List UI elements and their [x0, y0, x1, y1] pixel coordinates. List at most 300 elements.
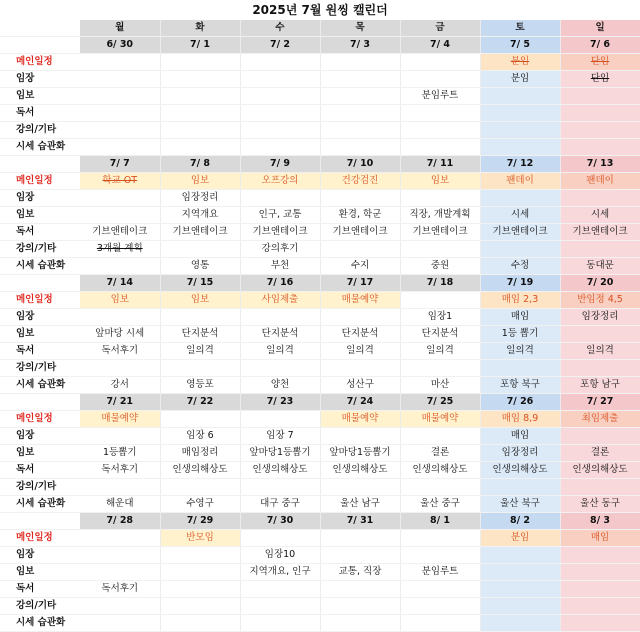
- schedule-cell[interactable]: 오프강의: [240, 173, 320, 190]
- row-label-lecture-etc: 강의/기타: [0, 479, 80, 496]
- date-cell[interactable]: 7/ 24: [320, 394, 400, 411]
- schedule-cell[interactable]: [320, 428, 400, 445]
- schedule-cell[interactable]: [160, 71, 240, 88]
- schedule-cell[interactable]: [480, 190, 560, 207]
- schedule-cell[interactable]: [240, 139, 320, 156]
- schedule-cell[interactable]: [240, 309, 320, 326]
- schedule-cell[interactable]: [400, 241, 480, 258]
- schedule-cell[interactable]: 교통, 직장: [320, 564, 400, 581]
- schedule-cell[interactable]: [560, 105, 640, 122]
- schedule-cell[interactable]: [400, 360, 480, 377]
- schedule-cell[interactable]: 울산 중구: [400, 496, 480, 513]
- schedule-cell[interactable]: [560, 479, 640, 496]
- schedule-cell[interactable]: 반모임: [160, 530, 240, 547]
- schedule-cell[interactable]: [560, 428, 640, 445]
- schedule-cell[interactable]: 인구, 교통: [240, 207, 320, 224]
- schedule-cell[interactable]: 임장10: [240, 547, 320, 564]
- schedule-cell[interactable]: [560, 241, 640, 258]
- schedule-cell[interactable]: 독서후기: [80, 462, 160, 479]
- schedule-cell[interactable]: [240, 360, 320, 377]
- schedule-cell[interactable]: [400, 547, 480, 564]
- schedule-cell[interactable]: 일의격: [400, 343, 480, 360]
- schedule-cell[interactable]: 직장, 개발계획: [400, 207, 480, 224]
- schedule-cell[interactable]: [240, 530, 320, 547]
- row-label-main-schedule: 메인일정: [0, 173, 80, 190]
- schedule-cell[interactable]: [400, 598, 480, 615]
- row-label-imjang: 임장: [0, 190, 80, 207]
- schedule-cell[interactable]: 영통: [160, 258, 240, 275]
- schedule-cell[interactable]: 단임: [560, 71, 640, 88]
- schedule-cell[interactable]: 포항 남구: [560, 377, 640, 394]
- schedule-cell[interactable]: [160, 309, 240, 326]
- category-row-main-schedule: [0, 173, 640, 190]
- schedule-cell[interactable]: [240, 598, 320, 615]
- schedule-cell[interactable]: 건강검진: [320, 173, 400, 190]
- schedule-cell[interactable]: [80, 122, 160, 139]
- schedule-cell[interactable]: [560, 564, 640, 581]
- schedule-cell[interactable]: 단지분석: [400, 326, 480, 343]
- category-row-imjang: [0, 547, 640, 564]
- calendar-title: 2025년 7월 원씽 캘린더: [252, 3, 388, 17]
- row-label-reading: 독서: [0, 224, 80, 241]
- schedule-cell[interactable]: 기브앤테이크: [80, 224, 160, 241]
- schedule-cell[interactable]: 포항 북구: [480, 377, 560, 394]
- date-row: [0, 275, 640, 292]
- schedule-cell[interactable]: 기브앤테이크: [480, 224, 560, 241]
- schedule-cell[interactable]: [320, 122, 400, 139]
- schedule-cell[interactable]: 독서후기: [80, 581, 160, 598]
- schedule-cell[interactable]: [80, 139, 160, 156]
- schedule-cell[interactable]: 매임 2,3: [480, 292, 560, 309]
- category-row-price-habit: [0, 139, 640, 156]
- schedule-cell[interactable]: [400, 292, 480, 309]
- schedule-cell[interactable]: [320, 54, 400, 71]
- schedule-cell[interactable]: [160, 564, 240, 581]
- schedule-cell[interactable]: 매물예약: [400, 411, 480, 428]
- schedule-cell[interactable]: 매임: [560, 530, 640, 547]
- category-row-price-habit: [0, 615, 640, 632]
- schedule-cell[interactable]: [80, 360, 160, 377]
- schedule-cell[interactable]: 단지분석: [240, 326, 320, 343]
- schedule-cell[interactable]: 마산: [400, 377, 480, 394]
- schedule-cell[interactable]: [400, 71, 480, 88]
- row-label-lecture-etc: 강의/기타: [0, 241, 80, 258]
- schedule-cell[interactable]: [240, 71, 320, 88]
- schedule-cell[interactable]: 울산 동구: [560, 496, 640, 513]
- schedule-cell[interactable]: [400, 530, 480, 547]
- schedule-cell[interactable]: 기브앤테이크: [560, 224, 640, 241]
- schedule-cell[interactable]: [160, 547, 240, 564]
- schedule-cell[interactable]: 임장정리: [480, 445, 560, 462]
- date-cell[interactable]: 8/ 3: [560, 513, 640, 530]
- row-label-lecture-etc: 강의/기타: [0, 360, 80, 377]
- schedule-cell[interactable]: [80, 88, 160, 105]
- schedule-cell[interactable]: 분임: [480, 54, 560, 71]
- category-row-main-schedule: [0, 292, 640, 309]
- category-row-lecture-etc: [0, 479, 640, 496]
- row-label-imbo: 임보: [0, 207, 80, 224]
- schedule-cell[interactable]: 팬데이: [480, 173, 560, 190]
- schedule-cell[interactable]: [80, 615, 160, 632]
- weekday-thu: 목: [320, 20, 400, 37]
- row-label-imjang: 임장: [0, 71, 80, 88]
- row-label-price-habit: 시세 습관화: [0, 377, 80, 394]
- date-cell[interactable]: 7/ 3: [320, 37, 400, 54]
- date-cell[interactable]: 7/ 23: [240, 394, 320, 411]
- schedule-cell[interactable]: 1등뽑기: [80, 445, 160, 462]
- schedule-cell[interactable]: [80, 105, 160, 122]
- schedule-cell[interactable]: [160, 479, 240, 496]
- schedule-cell[interactable]: [480, 88, 560, 105]
- schedule-cell[interactable]: [240, 479, 320, 496]
- schedule-cell[interactable]: [240, 581, 320, 598]
- schedule-cell[interactable]: [560, 122, 640, 139]
- category-row-price-habit: [0, 258, 640, 275]
- schedule-cell[interactable]: [480, 105, 560, 122]
- schedule-cell[interactable]: [80, 564, 160, 581]
- row-label-imbo: 임보: [0, 88, 80, 105]
- schedule-cell[interactable]: 인생의해상도: [560, 462, 640, 479]
- schedule-cell[interactable]: 지역개요, 인구: [240, 564, 320, 581]
- category-row-imbo: [0, 207, 640, 224]
- schedule-cell[interactable]: [480, 564, 560, 581]
- schedule-cell[interactable]: 분임: [480, 71, 560, 88]
- category-row-main-schedule: [0, 54, 640, 71]
- date-cell[interactable]: 7/ 15: [160, 275, 240, 292]
- schedule-cell[interactable]: [320, 241, 400, 258]
- schedule-cell[interactable]: 매임: [480, 309, 560, 326]
- date-cell[interactable]: 7/ 22: [160, 394, 240, 411]
- schedule-cell[interactable]: 울산 남구: [320, 496, 400, 513]
- schedule-cell[interactable]: [400, 105, 480, 122]
- date-cell[interactable]: 7/ 26: [480, 394, 560, 411]
- schedule-cell[interactable]: [320, 581, 400, 598]
- schedule-cell[interactable]: 앞마당 시세: [80, 326, 160, 343]
- schedule-cell[interactable]: [80, 207, 160, 224]
- schedule-cell[interactable]: 앞마당1등뽑기: [240, 445, 320, 462]
- schedule-cell[interactable]: [560, 88, 640, 105]
- schedule-cell[interactable]: 앞마당1등뽑기: [320, 445, 400, 462]
- row-label-lecture-etc: 강의/기타: [0, 598, 80, 615]
- schedule-cell[interactable]: [320, 309, 400, 326]
- category-row-lecture-etc: [0, 122, 640, 139]
- category-row-reading: [0, 343, 640, 360]
- schedule-cell[interactable]: 기브앤테이크: [240, 224, 320, 241]
- weekday-wed: 수: [240, 20, 320, 37]
- schedule-cell[interactable]: [400, 190, 480, 207]
- schedule-cell[interactable]: 인생의해상도: [160, 462, 240, 479]
- schedule-cell[interactable]: 매임정리: [160, 445, 240, 462]
- schedule-cell[interactable]: 매임 8,9: [480, 411, 560, 428]
- date-cell[interactable]: 7/ 31: [320, 513, 400, 530]
- date-cell[interactable]: 6/ 30: [80, 37, 160, 54]
- schedule-cell[interactable]: 최임제출: [560, 411, 640, 428]
- schedule-cell[interactable]: [80, 309, 160, 326]
- category-row-main-schedule: [0, 411, 640, 428]
- schedule-cell[interactable]: [320, 615, 400, 632]
- schedule-cell[interactable]: [320, 547, 400, 564]
- schedule-cell[interactable]: [560, 360, 640, 377]
- schedule-cell[interactable]: [480, 360, 560, 377]
- row-label-main-schedule: 메인일정: [0, 530, 80, 547]
- date-cell[interactable]: 7/ 19: [480, 275, 560, 292]
- schedule-cell[interactable]: 양천: [240, 377, 320, 394]
- schedule-cell[interactable]: [560, 139, 640, 156]
- schedule-cell[interactable]: [480, 615, 560, 632]
- category-row-imbo: [0, 88, 640, 105]
- schedule-cell[interactable]: [480, 139, 560, 156]
- date-cell[interactable]: 7/ 4: [400, 37, 480, 54]
- schedule-cell[interactable]: 인생의해상도: [240, 462, 320, 479]
- schedule-cell[interactable]: 해운대: [80, 496, 160, 513]
- date-row-label: [0, 37, 80, 54]
- schedule-cell[interactable]: 결론: [400, 445, 480, 462]
- category-row-price-habit: [0, 496, 640, 513]
- schedule-cell[interactable]: 지역개요: [160, 207, 240, 224]
- schedule-cell[interactable]: [480, 581, 560, 598]
- schedule-cell[interactable]: [320, 360, 400, 377]
- schedule-cell[interactable]: [320, 105, 400, 122]
- schedule-cell[interactable]: 일의격: [320, 343, 400, 360]
- date-row-label: [0, 156, 80, 173]
- schedule-cell[interactable]: [480, 241, 560, 258]
- schedule-cell[interactable]: 분임: [480, 530, 560, 547]
- schedule-cell[interactable]: 1등 뽑기: [480, 326, 560, 343]
- schedule-cell[interactable]: 기브앤테이크: [160, 224, 240, 241]
- weekday-sat: 토: [480, 20, 560, 37]
- date-cell[interactable]: 7/ 10: [320, 156, 400, 173]
- schedule-cell[interactable]: 분임루트: [400, 88, 480, 105]
- category-row-imjang: [0, 71, 640, 88]
- schedule-cell[interactable]: [480, 122, 560, 139]
- date-cell[interactable]: 7/ 6: [560, 37, 640, 54]
- row-label-reading: 독서: [0, 581, 80, 598]
- schedule-cell[interactable]: [240, 411, 320, 428]
- schedule-cell[interactable]: [80, 258, 160, 275]
- schedule-cell[interactable]: [320, 88, 400, 105]
- schedule-cell[interactable]: [560, 547, 640, 564]
- schedule-cell[interactable]: [480, 479, 560, 496]
- schedule-cell[interactable]: [160, 105, 240, 122]
- row-label-imjang: 임장: [0, 428, 80, 445]
- schedule-cell[interactable]: [80, 598, 160, 615]
- date-cell[interactable]: 7/ 30: [240, 513, 320, 530]
- schedule-cell[interactable]: 환경, 학군: [320, 207, 400, 224]
- schedule-cell[interactable]: [320, 598, 400, 615]
- row-label-reading: 독서: [0, 343, 80, 360]
- schedule-cell[interactable]: 3개월 계획: [80, 241, 160, 258]
- schedule-cell[interactable]: [160, 54, 240, 71]
- row-label-price-habit: 시세 습관화: [0, 496, 80, 513]
- schedule-cell[interactable]: 인생의해상도: [400, 462, 480, 479]
- category-row-reading: [0, 224, 640, 241]
- schedule-cell[interactable]: [80, 54, 160, 71]
- schedule-cell[interactable]: 반임정 4,5: [560, 292, 640, 309]
- schedule-cell[interactable]: 팬데이: [560, 173, 640, 190]
- schedule-cell[interactable]: 일의격: [480, 343, 560, 360]
- schedule-cell[interactable]: 일의격: [240, 343, 320, 360]
- schedule-cell[interactable]: [160, 598, 240, 615]
- schedule-cell[interactable]: 임장 6: [160, 428, 240, 445]
- category-row-reading: [0, 462, 640, 479]
- schedule-cell[interactable]: 결론: [560, 445, 640, 462]
- schedule-cell[interactable]: 매물예약: [320, 292, 400, 309]
- date-cell[interactable]: 7/ 8: [160, 156, 240, 173]
- schedule-cell[interactable]: 인생의해상도: [480, 462, 560, 479]
- schedule-cell[interactable]: 수정: [480, 258, 560, 275]
- schedule-cell[interactable]: [400, 581, 480, 598]
- date-cell[interactable]: 7/ 29: [160, 513, 240, 530]
- schedule-cell[interactable]: 중원: [400, 258, 480, 275]
- date-cell[interactable]: 8/ 2: [480, 513, 560, 530]
- schedule-cell[interactable]: [160, 581, 240, 598]
- category-row-lecture-etc: [0, 360, 640, 377]
- schedule-cell[interactable]: [320, 71, 400, 88]
- date-cell[interactable]: 7/ 17: [320, 275, 400, 292]
- date-cell[interactable]: 7/ 12: [480, 156, 560, 173]
- schedule-cell[interactable]: 시세: [480, 207, 560, 224]
- schedule-cell[interactable]: [80, 479, 160, 496]
- schedule-cell[interactable]: [80, 428, 160, 445]
- schedule-cell[interactable]: 매물예약: [80, 411, 160, 428]
- schedule-cell[interactable]: 성산구: [320, 377, 400, 394]
- date-cell[interactable]: 8/ 1: [400, 513, 480, 530]
- schedule-cell[interactable]: 울산 북구: [480, 496, 560, 513]
- schedule-cell[interactable]: [240, 105, 320, 122]
- date-cell[interactable]: 7/ 25: [400, 394, 480, 411]
- date-cell[interactable]: 7/ 28: [80, 513, 160, 530]
- row-label-main-schedule: 메인일정: [0, 54, 80, 71]
- schedule-cell[interactable]: 임보: [80, 292, 160, 309]
- schedule-cell[interactable]: [80, 190, 160, 207]
- schedule-cell[interactable]: [320, 479, 400, 496]
- schedule-cell[interactable]: 영등포: [160, 377, 240, 394]
- schedule-cell[interactable]: 독서후기: [80, 343, 160, 360]
- schedule-cell[interactable]: 대구 중구: [240, 496, 320, 513]
- schedule-cell[interactable]: 임장정리: [560, 309, 640, 326]
- date-cell[interactable]: 7/ 5: [480, 37, 560, 54]
- schedule-cell[interactable]: 일의격: [160, 343, 240, 360]
- schedule-cell[interactable]: 매물예약: [320, 411, 400, 428]
- schedule-cell[interactable]: [80, 71, 160, 88]
- schedule-cell[interactable]: [160, 122, 240, 139]
- date-cell[interactable]: 7/ 9: [240, 156, 320, 173]
- schedule-cell[interactable]: 사임제출: [240, 292, 320, 309]
- schedule-cell[interactable]: [560, 190, 640, 207]
- schedule-cell[interactable]: 단지분석: [160, 326, 240, 343]
- date-cell[interactable]: 7/ 20: [560, 275, 640, 292]
- weekday-tue: 화: [160, 20, 240, 37]
- date-cell[interactable]: 7/ 7: [80, 156, 160, 173]
- schedule-cell[interactable]: 부천: [240, 258, 320, 275]
- schedule-cell[interactable]: 학교 OT: [80, 173, 160, 190]
- schedule-cell[interactable]: [400, 139, 480, 156]
- schedule-cell[interactable]: [240, 615, 320, 632]
- date-cell[interactable]: 7/ 18: [400, 275, 480, 292]
- schedule-cell[interactable]: 수지: [320, 258, 400, 275]
- date-cell[interactable]: 7/ 1: [160, 37, 240, 54]
- date-row-label: [0, 394, 80, 411]
- date-cell[interactable]: 7/ 14: [80, 275, 160, 292]
- schedule-cell[interactable]: [240, 88, 320, 105]
- schedule-cell[interactable]: 임장1: [400, 309, 480, 326]
- date-cell[interactable]: 7/ 16: [240, 275, 320, 292]
- schedule-cell[interactable]: [560, 615, 640, 632]
- schedule-cell[interactable]: 매임: [480, 428, 560, 445]
- schedule-cell[interactable]: [320, 139, 400, 156]
- schedule-cell[interactable]: 임보: [400, 173, 480, 190]
- schedule-cell[interactable]: [160, 241, 240, 258]
- schedule-cell[interactable]: 강서: [80, 377, 160, 394]
- schedule-cell[interactable]: 일의격: [560, 343, 640, 360]
- category-row-imbo: [0, 445, 640, 462]
- schedule-cell[interactable]: 단지분석: [320, 326, 400, 343]
- schedule-cell[interactable]: 임보: [160, 173, 240, 190]
- schedule-cell[interactable]: 강의후기: [240, 241, 320, 258]
- date-cell[interactable]: 7/ 13: [560, 156, 640, 173]
- schedule-cell[interactable]: [320, 190, 400, 207]
- schedule-cell[interactable]: 동대문: [560, 258, 640, 275]
- date-cell[interactable]: 7/ 11: [400, 156, 480, 173]
- schedule-cell[interactable]: [160, 360, 240, 377]
- category-row-imjang: [0, 309, 640, 326]
- schedule-cell[interactable]: [160, 88, 240, 105]
- schedule-cell[interactable]: 시세: [560, 207, 640, 224]
- category-row-imjang: [0, 190, 640, 207]
- schedule-cell[interactable]: [560, 598, 640, 615]
- weekday-header-row: [0, 20, 640, 37]
- date-cell[interactable]: 7/ 27: [560, 394, 640, 411]
- schedule-cell[interactable]: [400, 428, 480, 445]
- corner-cell: [0, 20, 80, 37]
- schedule-cell[interactable]: [480, 547, 560, 564]
- schedule-cell[interactable]: [400, 479, 480, 496]
- schedule-cell[interactable]: [160, 615, 240, 632]
- schedule-cell[interactable]: [240, 54, 320, 71]
- schedule-cell[interactable]: 단임: [560, 54, 640, 71]
- schedule-cell[interactable]: [400, 54, 480, 71]
- schedule-cell[interactable]: [400, 122, 480, 139]
- schedule-cell[interactable]: [560, 581, 640, 598]
- row-label-imbo: 임보: [0, 445, 80, 462]
- row-label-price-habit: 시세 습관화: [0, 139, 80, 156]
- schedule-cell[interactable]: [240, 190, 320, 207]
- date-cell[interactable]: 7/ 2: [240, 37, 320, 54]
- schedule-cell[interactable]: [160, 411, 240, 428]
- category-row-price-habit: [0, 377, 640, 394]
- row-label-reading: 독서: [0, 105, 80, 122]
- schedule-cell[interactable]: [80, 547, 160, 564]
- schedule-cell[interactable]: [160, 139, 240, 156]
- schedule-cell[interactable]: 임보: [160, 292, 240, 309]
- date-cell[interactable]: 7/ 21: [80, 394, 160, 411]
- schedule-cell[interactable]: 임장정리: [160, 190, 240, 207]
- category-row-imbo: [0, 326, 640, 343]
- row-label-price-habit: 시세 습관화: [0, 615, 80, 632]
- schedule-cell[interactable]: [320, 530, 400, 547]
- schedule-cell[interactable]: 기브앤테이크: [320, 224, 400, 241]
- schedule-cell[interactable]: [480, 598, 560, 615]
- schedule-cell[interactable]: [400, 615, 480, 632]
- schedule-cell[interactable]: 인생의해상도: [320, 462, 400, 479]
- schedule-cell[interactable]: 분임루트: [400, 564, 480, 581]
- schedule-cell[interactable]: 수영구: [160, 496, 240, 513]
- schedule-cell[interactable]: [80, 530, 160, 547]
- schedule-cell[interactable]: [240, 122, 320, 139]
- schedule-cell[interactable]: 기브앤테이크: [400, 224, 480, 241]
- schedule-cell[interactable]: 임장 7: [240, 428, 320, 445]
- schedule-cell[interactable]: [560, 326, 640, 343]
